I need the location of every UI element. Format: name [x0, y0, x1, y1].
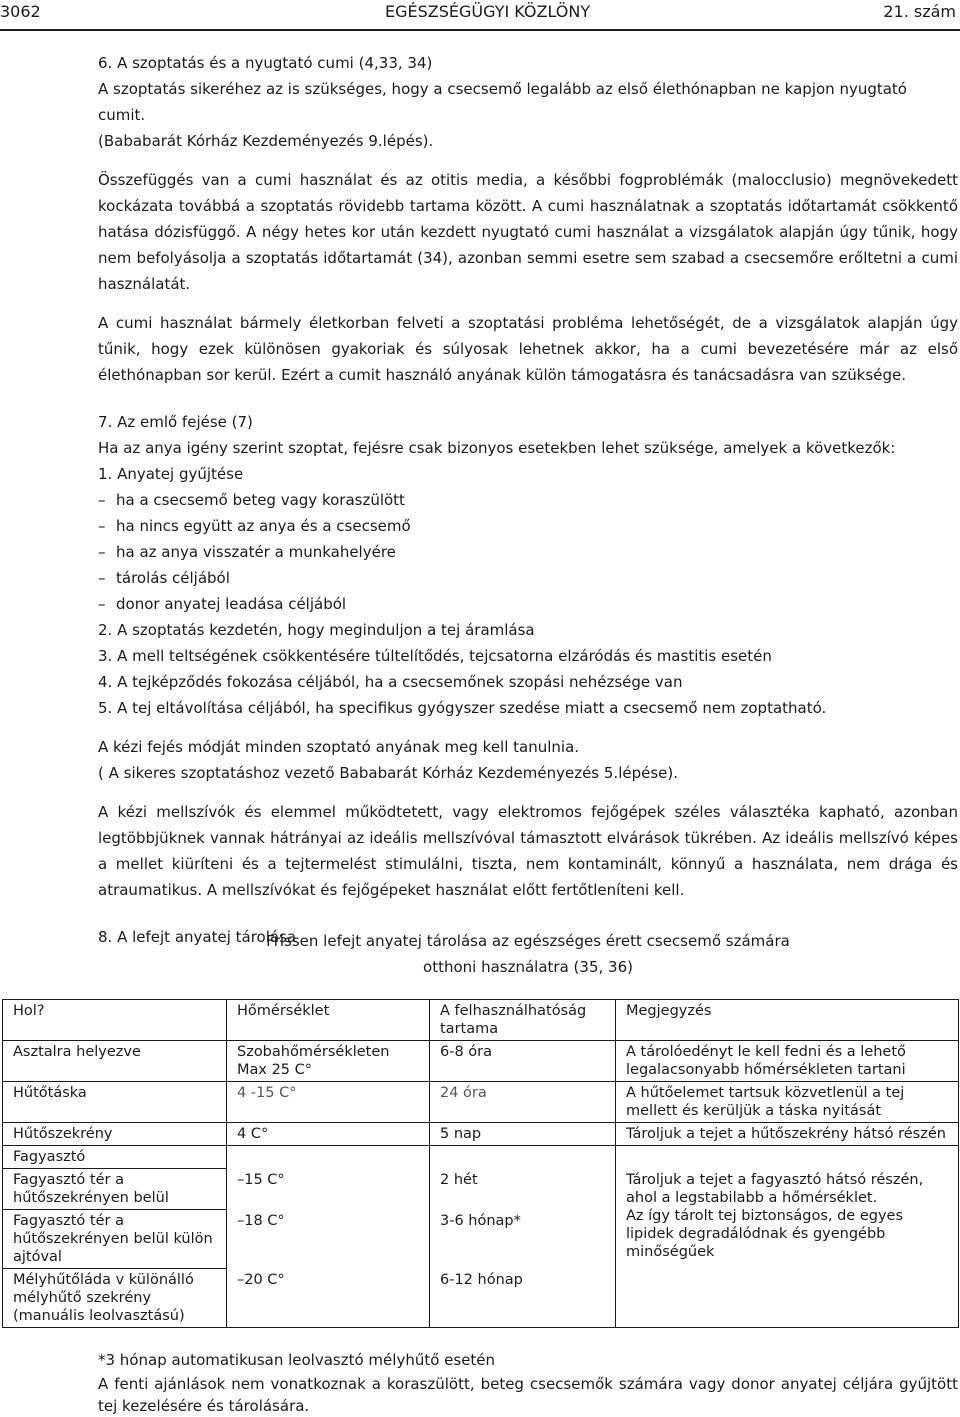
table-row: Mélyhűtőláda v különálló mélyhűtő szekrény (manuális leolvasztású) –20 C° 6-12 hónap: [3, 1269, 959, 1328]
footnote-2: A fenti ajánlások nem vonatkoznak a koraszülött, beteg csecsemők számára vagy donor anyatej céljára gyűjtött tej kezelésére és tárolására.: [98, 1375, 958, 1415]
section-7-title: 7. Az emlő fejése (7): [98, 413, 253, 431]
s7-intro: Ha az anya igény szerint szoptat, fejésre csak bizonyos esetekben lehet szüksége, amelyek a következők:: [98, 439, 896, 457]
storage-table: [2, 999, 959, 1328]
table-caption-2: otthoni használatra (35, 36): [423, 958, 633, 976]
section-6-title: 6. A szoptatás és a nyugtató cumi (4,33, 34): [98, 54, 433, 72]
list-item: – ha nincs együtt az anya és a csecsemő: [98, 517, 411, 535]
table-caption-1: Frissen lefejt anyatej tárolása az egészséges érett csecsemő számára: [266, 932, 790, 950]
freezer-note-2: Az így tárolt tej biztonságos, de egyes lipidek degradálódnak és gyengébb minőségűek: [626, 1207, 904, 1260]
issue-number: 21. szám: [883, 2, 956, 21]
table-row: Fagyasztó tér a hűtőszekrényen belül –15 C° 2 hét Tároljuk a tejet a fagyasztó hátsó részén, ahol a legstabilabb a hőmérséklet. Az így tárolt tej biztonságos, de egyes lipidek degradálódnak és gyengébb minőségűek: [3, 1169, 959, 1210]
s7-manual-2: ( A sikeres szoptatáshoz vezető Bababarát Kórház Kezdeményezés 5.lépése).: [98, 764, 678, 782]
table-row: Fagyasztó: [3, 1146, 959, 1169]
s7-pumps-paragraph: A kézi mellszívók és elemmel működtetett, vagy elektromos fejőgépek széles választéka kapható, azonban legtöbbjüknek vannak hátrányai az ideális mellszívóval támasztott elvárások tükrében. Az ideális mellszívó képes a mellet kiüríteni és a tejtermelést stimulálni, tiszta, nem kontaminált, könnyű a használata, nem drága és atraumatikus. A mellszívókat és fejőgépeket használat előtt fertőtleníteni kell.: [98, 803, 958, 899]
table-row: Hűtőszekrény 4 C° 5 nap Tároljuk a tejet a hűtőszekrény hátsó részén: [3, 1123, 959, 1146]
section-8-title: 8. A lefejt anyatej tárolása: [98, 928, 297, 946]
s7-item-4: 4. A tejképződés fokozása céljából, ha a csecsemőnek szopási nehézsége van: [98, 673, 683, 691]
list-item: – ha a csecsemő beteg vagy koraszülött: [98, 491, 405, 509]
journal-title: EGÉSZSÉGÜGYI KÖZLÖNY: [385, 2, 591, 21]
header-rule: [0, 29, 960, 31]
s6-paragraph-3: A cumi használat bármely életkorban felveti a szoptatási probléma lehetőségét, de a vizsgálatok alapján úgy tűnik, hogy ezek különösen gyakoriak és súlyosak lehetnek akkor, ha a cumi bevezetésére már az első élethónapban sor kerül. Ezért a cumit használó anyának külön támogatásra és tanácsadásra van szüksége.: [98, 314, 958, 384]
table-row: Fagyasztó tér a hűtőszekrényen belül külön ajtóval –18 C° 3-6 hónap*: [3, 1210, 959, 1269]
s7-item-1: 1. Anyatej gyűjtése: [98, 465, 244, 483]
footnote-1: *3 hónap automatikusan leolvasztó mélyhűtő esetén: [98, 1351, 496, 1369]
s6-paragraph-1b: (Bababarát Kórház Kezdeményezés 9.lépés).: [98, 132, 434, 150]
table-row: Hűtőtáska 4 -15 C° 24 óra A hűtőelemet tartsuk közvetlenül a tej mellett és kerüljük a táska nyitását: [3, 1082, 959, 1123]
page-number: 3062: [0, 2, 41, 21]
main-text: [98, 50, 958, 950]
list-item: – donor anyatej leadása céljából: [98, 595, 347, 613]
table-row: Asztalra helyezve Szobahőmérsékleten Max 25 C° 6-8 óra A tárolóedényt le kell fedni és a lehető legalacsonyabb hőmérsékleten tartani: [3, 1041, 959, 1082]
freezer-note-1: Tároljuk a tejet a fagyasztó hátsó részén, ahol a legstabilabb a hőmérséklet.: [626, 1171, 924, 1206]
list-item: – tárolás céljából: [98, 569, 230, 587]
s7-item-3: 3. A mell teltségének csökkentésére túltelítődés, tejcsatorna elzáródás és mastitis esetén: [98, 647, 772, 665]
list-item: – ha az anya visszatér a munkahelyére: [98, 543, 396, 561]
freezer-note-cell: [616, 1169, 959, 1328]
s6-paragraph-2: Összefüggés van a cumi használat és az otitis media, a későbbi fogproblémák (malocclusio) megnövekedett kockázata továbbá a szoptatás rövidebb tartama között. A cumi használatnak a szoptatás időtartamát csökkentő hatása dózisfüggő. A négy hetes kor után kezdett nyugtató cumi használat a vizsgálatok alapján úgy tűnik, hogy nem befolyásolja a szoptatás időtartamát (34), azonban semmi esetre sem szabad a csecsemőre erőltetni a cumi használatát.: [98, 171, 958, 293]
s6-paragraph-1: A szoptatás sikeréhez az is szükséges, hogy a csecsemő legalább az első élethónapban ne kapjon nyugtató cumit.: [98, 80, 907, 124]
page-header: [0, 2, 960, 28]
s7-item-2: 2. A szoptatás kezdetén, hogy meginduljon a tej áramlása: [98, 621, 535, 639]
s7-item-5: 5. A tej eltávolítása céljából, ha specifikus gyógyszer szedése miatt a csecsemő nem zoptatható.: [98, 699, 827, 717]
table-header-row: Hol? Hőmérséklet A felhasználhatóság tartama Megjegyzés: [3, 1000, 959, 1041]
s7-manual-1: A kézi fejés módját minden szoptató anyának meg kell tanulnia.: [98, 738, 580, 756]
